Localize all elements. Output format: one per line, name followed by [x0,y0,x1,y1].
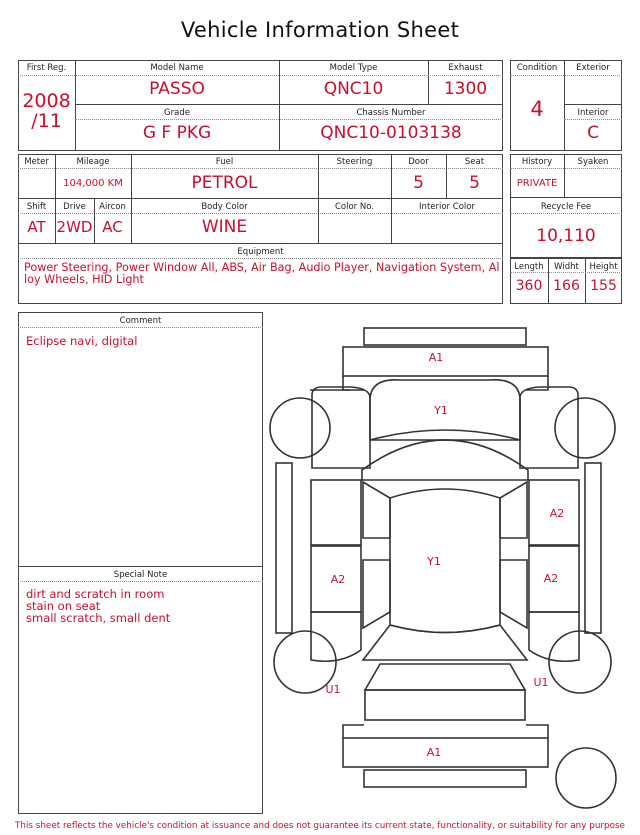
height-value: 155 [590,278,617,294]
damage-mark-right-rear-door: A2 [543,572,559,585]
fuel-label: Fuel [215,157,234,167]
aircon-value: AC [102,218,123,236]
model-name-value: PASSO [149,79,205,99]
comment-label: Comment [119,316,162,326]
fuel-value: PETROL [191,173,258,193]
seat-value: 5 [469,173,480,193]
door-value: 5 [413,173,424,193]
left-front-door [311,480,361,545]
damage-mark-right-front-fender: A2 [549,507,565,520]
notes-panel [18,312,263,814]
damage-mark-left-rear-wheel: U1 [325,683,341,696]
history-label: History [521,157,553,167]
first-reg-label: First Reg. [26,63,67,73]
shift-value: AT [27,218,46,236]
special-note-line: stain on seat [26,599,101,613]
equipment-label: Equipment [237,247,284,257]
width-value: 166 [553,278,580,294]
chassis-number-value: QNC10-0103138 [320,123,462,143]
grade-value: G F PKG [142,123,212,143]
color-no-label: Color No. [334,202,374,212]
condition-label: Condition [516,63,558,73]
recycle-fee-value: 10,110 [536,226,596,246]
history-value: PRIVATE [516,178,558,189]
spare-wheel [556,748,616,808]
damage-mark-roof: Y1 [427,555,441,568]
interior-value: C [587,123,599,143]
special-note-line: dirt and scratch in room [26,587,165,601]
rear-bottom-bar [364,770,526,787]
model-type-label: Model Type [329,63,378,73]
exterior-label: Exterior [576,63,610,73]
mileage-label: Mileage [76,157,110,167]
windshield [362,440,528,480]
model-type-value: QNC10 [323,79,384,99]
interior-label: Interior [577,108,609,118]
body-color-value: WINE [201,217,248,237]
width-label: Widht [554,262,579,272]
door-label: Door [408,157,429,167]
body-color-label: Body Color [201,202,248,212]
length-value: 360 [515,278,543,294]
front-right-wheel [555,398,615,458]
exhaust-label: Exhaust [448,63,483,73]
roof [390,489,500,633]
aircon-label: Aircon [99,202,126,212]
seat-label: Seat [464,157,485,167]
syaken-label: Syaken [577,157,609,167]
special-note-label: Special Note [113,570,168,580]
model-name-label: Model Name [150,63,204,73]
interior-color-label: Interior Color [419,202,475,212]
damage-mark-rear-bumper: A1 [426,746,442,759]
damage-mark-hood: Y1 [434,404,448,417]
left-side-strip [276,463,292,633]
chassis-number-label: Chassis Number [356,108,426,118]
grade-label: Grade [164,108,190,118]
shift-label: Shift [26,202,47,212]
right-front-fender-outline [520,387,578,468]
steering-label: Steering [336,157,373,167]
footer-disclaimer: This sheet reflects the vehicle's condition at issuance and does not guarantee its current state, functionality, or suitability for any purpose [15,821,625,831]
comment-line: Eclipse navi, digital [26,334,138,348]
right-side-strip [585,463,601,633]
trunk [365,664,525,690]
damage-mark-right-rear-wheel: U1 [533,676,549,689]
exhaust-value: 1300 [443,79,488,99]
car-damage-diagram [265,320,625,820]
first-reg-year: 2008 [22,90,71,112]
left-front-fender [312,387,370,468]
damage-mark-left-rear-door: A2 [330,573,346,586]
drive-value: 2WD [56,218,93,236]
special-note-line: small scratch, small dent [26,611,171,625]
mileage-value: 104,000 KM [63,178,123,189]
first-reg-month: /11 [31,110,62,132]
recycle-fee-label: Recycle Fee [540,202,592,212]
length-label: Length [514,262,544,272]
drive-label: Drive [63,202,86,212]
height-label: Height [589,262,618,272]
front-left-wheel [270,398,330,458]
rear-right-wheel [549,631,611,693]
rear-panel [365,690,525,720]
damage-mark-front-bumper: A1 [428,351,444,364]
condition-value: 4 [530,97,544,121]
equipment-value: Power Steering, Power Window All, ABS, Air Bag, Audio Player, Navigation System, Al loy Wheels, HID Light [24,261,500,286]
front-top-bar [364,328,526,345]
page-title: Vehicle Information Sheet [180,18,460,42]
rear-bumper [343,738,548,767]
front-bumper [343,347,548,376]
meter-label: Meter [24,157,49,167]
